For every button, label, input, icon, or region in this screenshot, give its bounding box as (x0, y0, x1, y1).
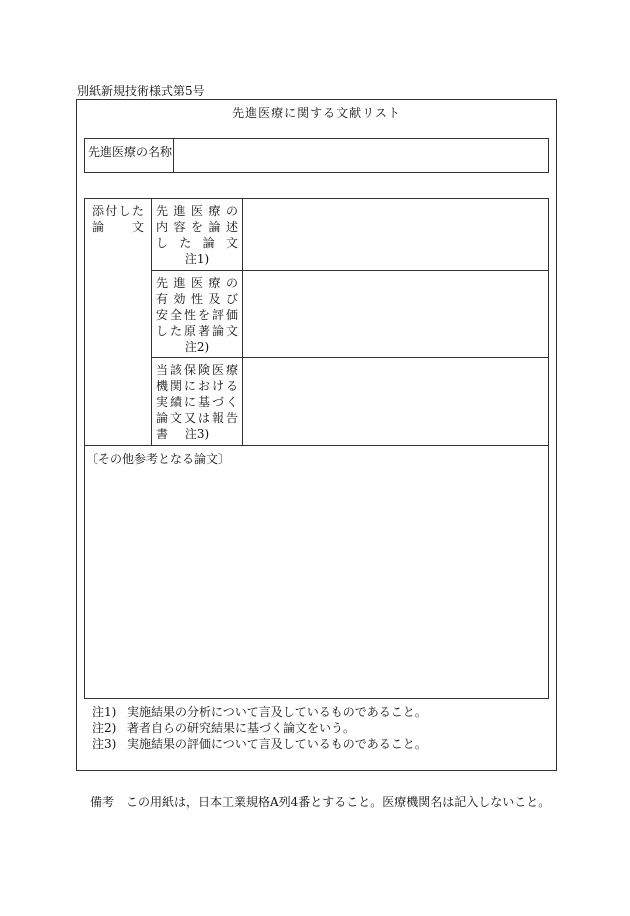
remarks: 備考 この用紙は，日本工業規格A列4番とすること。医療機関名は記入しないこと。 (90, 795, 551, 809)
form-number: 別紙新規技術様式第5号 (77, 84, 205, 98)
divider (84, 445, 549, 446)
note-1: 注1) 実施結果の分析について言及しているものであること。 (92, 705, 427, 719)
row-input-content[interactable] (247, 200, 545, 268)
name-field-label: 先進医療の名称 (88, 145, 173, 159)
other-papers-label: 〔その他参考となる論文〕 (86, 452, 231, 466)
row-label-efficacy: 先進医療の 有効性及び 安全性を評価 した原著論文 注2) (156, 276, 238, 354)
name-field-input[interactable] (178, 143, 543, 169)
divider (242, 198, 243, 445)
attached-papers-label: 添付した 論 文 (92, 204, 144, 234)
note-2: 注2) 著者自らの研究結果に基づく論文をいう。 (92, 721, 356, 735)
row-label-content: 先進医療の 内容を論述 した論文 注1) (156, 204, 238, 266)
form-title: 先進医療に関する文献リスト (232, 106, 401, 120)
other-papers-input[interactable] (88, 468, 544, 696)
divider (151, 270, 549, 271)
divider (151, 198, 152, 445)
divider (151, 357, 549, 358)
row-input-institution[interactable] (247, 359, 545, 443)
divider (173, 138, 174, 173)
row-label-institution: 当該保険医療 機関における 実績に基づく 論文又は報告書 注3) (156, 363, 238, 441)
row-input-efficacy[interactable] (247, 272, 545, 355)
note-3: 注3) 実施結果の評価について言及しているものであること。 (92, 737, 427, 751)
